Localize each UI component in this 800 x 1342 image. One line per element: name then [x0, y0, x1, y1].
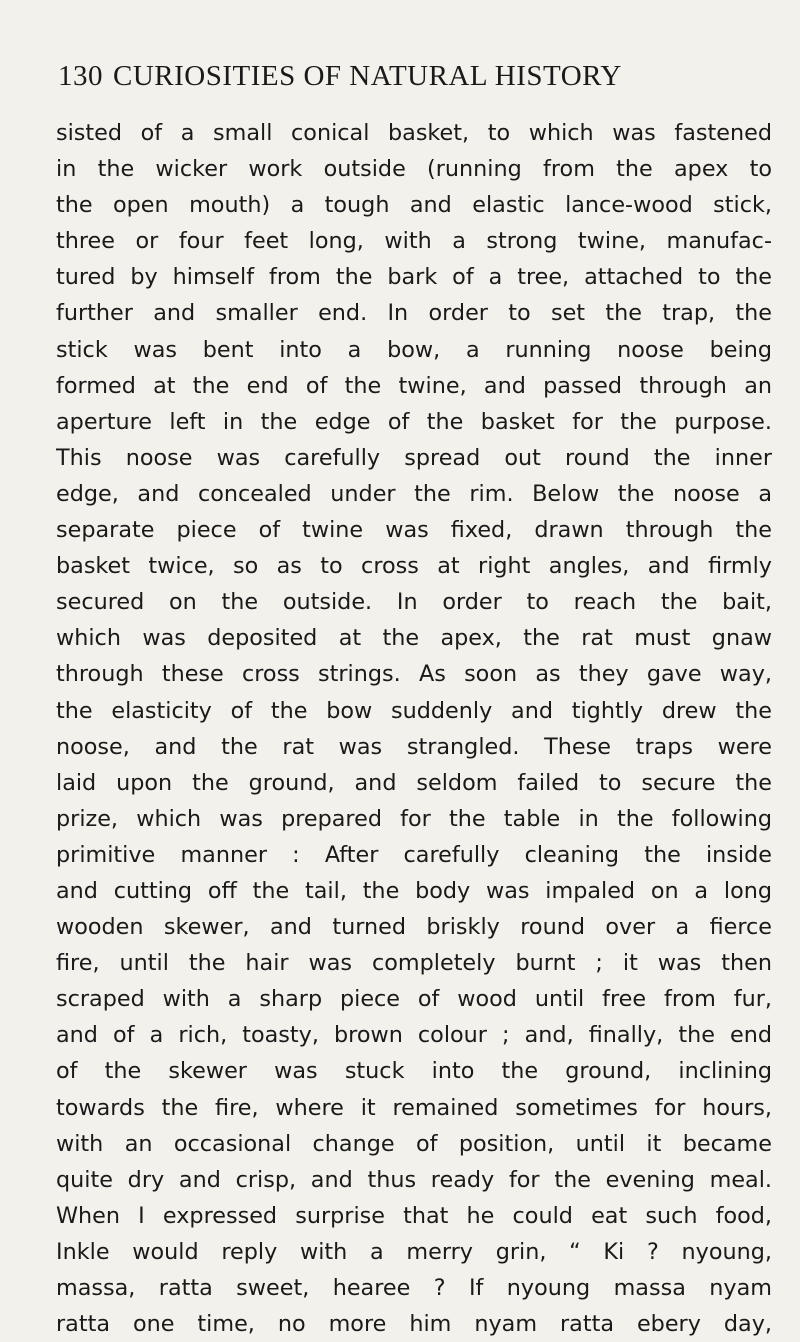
text-line: primitive manner : After carefully cleaning the inside [56, 841, 772, 868]
text-line: the elasticity of the bow suddenly and tightly drew the [56, 697, 772, 724]
text-line: through these cross strings. As soon as they gave way, [56, 661, 772, 688]
text-line: scraped with a sharp piece of wood until free from fur, [56, 986, 772, 1013]
text-line: basket twice, so as to cross at right angles, and firmly [56, 553, 772, 580]
text-line: prize, which was prepared for the table in the following [56, 805, 772, 832]
text-line: stick was bent into a bow, a running noose being [56, 336, 772, 363]
text-line: Inkle would reply with a merry grin, “ Ki ? nyoung, [56, 1238, 772, 1265]
text-line: noose, and the rat was strangled. These traps were [56, 733, 772, 760]
text-line: aperture left in the edge of the basket for the purpose. [56, 408, 772, 435]
text-line: in the wicker work outside (running from the apex to [56, 156, 772, 183]
text-line: wooden skewer, and turned briskly round over a fierce [56, 914, 772, 941]
text-line: with an occasional change of position, until it became [56, 1130, 772, 1157]
text-line: towards the fire, where it remained sometimes for hours, [56, 1094, 772, 1121]
text-line: three or four feet long, with a strong twine, manufac- [56, 228, 772, 255]
running-head [58, 58, 758, 94]
text-line: and of a rich, toasty, brown colour ; and, finally, the end [56, 1022, 772, 1049]
text-line: When I expressed surprise that he could eat such food, [56, 1202, 772, 1229]
text-line: the open mouth) a tough and elastic lance-wood stick, [56, 192, 772, 219]
text-line: ratta one time, no more him nyam ratta ebery day, [56, 1311, 772, 1338]
text-line: which was deposited at the apex, the rat must gnaw [56, 625, 772, 652]
text-line: separate piece of twine was fixed, drawn through the [56, 517, 772, 544]
text-line: of the skewer was stuck into the ground, inclining [56, 1058, 772, 1085]
running-title: CURIOSITIES OF NATURAL HISTORY [113, 60, 622, 92]
text-line: tured by himself from the bark of a tree, attached to the [56, 264, 772, 291]
text-line: sisted of a small conical basket, to which was fastened [56, 120, 772, 146]
text-line: laid upon the ground, and seldom failed to secure the [56, 769, 772, 796]
text-line: massa, ratta sweet, hearee ? If nyoung massa nyam [56, 1275, 772, 1301]
text-line: edge, and concealed under the rim. Below the noose a [56, 480, 772, 507]
text-line: further and smaller end. In order to set the trap, the [56, 300, 772, 327]
text-line: secured on the outside. In order to reach the bait, [56, 589, 772, 616]
page-number: 130 [58, 60, 103, 92]
text-line: fire, until the hair was completely burnt ; it was then [56, 950, 772, 977]
text-line: formed at the end of the twine, and passed through an [56, 372, 772, 399]
body-text [56, 115, 772, 1342]
text-line: and cutting off the tail, the body was impaled on a long [56, 877, 772, 904]
text-line: quite dry and crisp, and thus ready for the evening meal. [56, 1166, 772, 1193]
text-line: This noose was carefully spread out round the inner [56, 444, 772, 471]
